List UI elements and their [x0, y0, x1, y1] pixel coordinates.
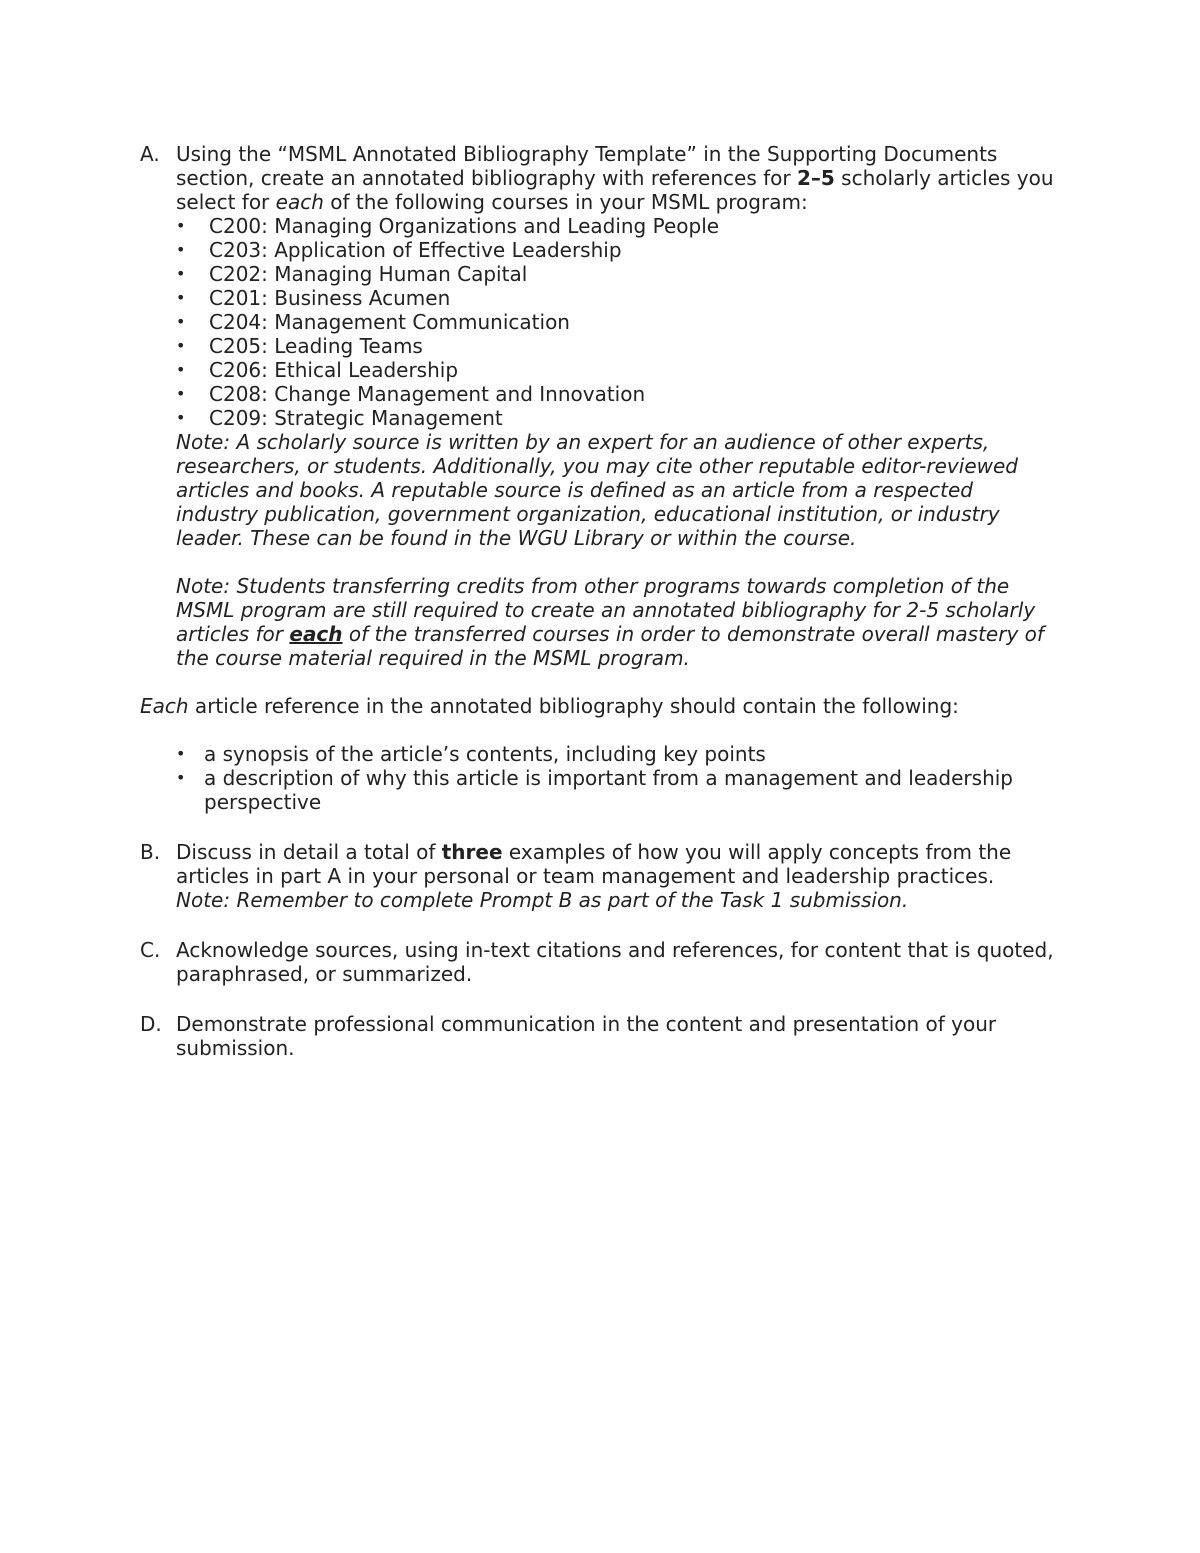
section-d-marker: D.: [140, 1012, 162, 1036]
bullet-icon: •: [176, 336, 186, 355]
section-d-text: Demonstrate professional communication in the content and presentation of your submission.: [176, 1012, 997, 1060]
section-b: [140, 840, 1060, 912]
course-item: [176, 358, 1060, 382]
course-label: C209: Strategic Management: [209, 406, 503, 430]
course-item: [176, 334, 1060, 358]
course-label: C205: Leading Teams: [209, 334, 423, 358]
scholarly-source-note: Note: A scholarly source is written by an expert for an audience of other experts, researchers, or students. Additionally, you may cite other reputable editor-reviewed articles and books. A reputable source is defined as an article from a respected industry publication, government organization, educational institution, or industry leader. These can be found in the WGU Library or within the course.: [176, 430, 1018, 550]
each-emphasis: each: [275, 190, 324, 214]
transfer-credits-note: [176, 574, 1060, 670]
bullet-icon: •: [176, 384, 186, 403]
course-item: [176, 262, 1060, 286]
requirement-label: a description of why this article is important from a management and leadership perspective: [204, 766, 1013, 814]
course-item: [176, 238, 1060, 262]
section-a-marker: A.: [140, 142, 160, 166]
course-label: C203: Application of Effective Leadership: [209, 238, 622, 262]
course-label: C208: Change Management and Innovation: [209, 382, 646, 406]
course-item: [176, 214, 1060, 238]
transfer-note-part-2: of the transferred courses in order to demonstrate overall mastery of the course material required in the MSML program.: [176, 622, 1044, 670]
section-a: [140, 142, 1060, 670]
course-label: C206: Ethical Leadership: [209, 358, 459, 382]
prompt-b-note: Note: Remember to complete Prompt B as part of the Task 1 submission.: [176, 888, 909, 912]
bullet-icon: •: [176, 408, 186, 427]
each-italic: Each: [140, 694, 189, 718]
section-b-text-part-2: examples of how you will apply concepts from the articles in part A in your personal or team management and leadership practices.: [176, 840, 1012, 888]
section-c-marker: C.: [140, 938, 161, 962]
course-label: C201: Business Acumen: [209, 286, 451, 310]
section-a-intro-part-1: Using the “MSML Annotated Bibliography Template” in the Supporting Documents section, create an annotated bibliography with references for: [176, 142, 998, 190]
section-b-marker: B.: [140, 840, 161, 864]
bullet-icon: •: [176, 216, 186, 235]
requirement-item: [140, 766, 1060, 814]
section-a-intro: [176, 142, 1060, 214]
bullet-icon: •: [176, 240, 186, 259]
requirements-list: [140, 742, 1060, 814]
bullet-icon: •: [176, 744, 186, 763]
course-item: [176, 406, 1060, 430]
bullet-icon: •: [176, 288, 186, 307]
section-c: [140, 938, 1060, 986]
course-label: C200: Managing Organizations and Leading People: [209, 214, 720, 238]
bullet-icon: •: [176, 312, 186, 331]
section-d: [140, 1012, 1060, 1060]
article-count-range: 2–5: [796, 166, 835, 190]
section-a-intro-part-2: scholarly articles you select for: [176, 166, 1054, 214]
article-reference-instructions: [140, 694, 1060, 718]
bullet-icon: •: [176, 360, 186, 379]
document-content: [140, 142, 1060, 1060]
article-reference-text: article reference in the annotated bibliography should contain the following:: [188, 694, 959, 718]
bullet-icon: •: [176, 768, 186, 787]
course-item: [176, 382, 1060, 406]
section-a-intro-part-3: of the following courses in your MSML program:: [323, 190, 808, 214]
course-label: C204: Management Communication: [209, 310, 570, 334]
course-item: [176, 286, 1060, 310]
section-b-text-part-1: Discuss in detail a total of: [176, 840, 442, 864]
bullet-icon: •: [176, 264, 186, 283]
course-item: [176, 310, 1060, 334]
three-emphasis: three: [441, 840, 503, 864]
each-underlined: each: [289, 622, 343, 646]
section-c-text: Acknowledge sources, using in-text citations and references, for content that is quoted, paraphrased, or summarized.: [176, 938, 1054, 986]
course-list: [176, 214, 1060, 430]
transfer-note-part-1: Note: Students transferring credits from other programs towards completion of the MSML program are still required to create an annotated bibliography for 2-5 scholarly articles for: [176, 574, 1036, 646]
section-b-text: [176, 840, 1060, 888]
course-label: C202: Managing Human Capital: [209, 262, 528, 286]
requirement-item: [140, 742, 1060, 766]
requirement-label: a synopsis of the article’s contents, including key points: [204, 742, 766, 766]
